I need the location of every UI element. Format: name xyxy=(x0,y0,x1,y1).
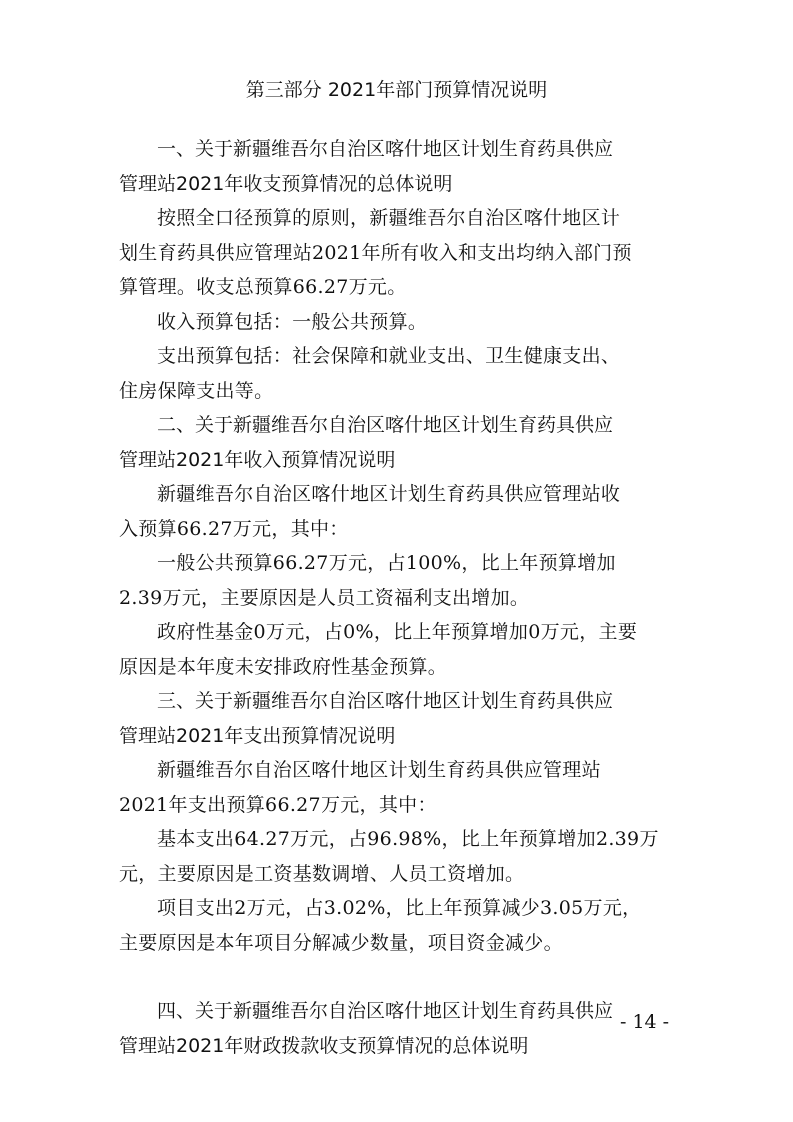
paragraph-line: 2.39万元，主要原因是人员工资福利支出增加。 xyxy=(119,586,530,609)
paragraph-line: 入预算66.27万元，其中： xyxy=(119,517,349,540)
paragraph-line: 支出预算包括：社会保障和就业支出、卫生健康支出、 xyxy=(157,345,621,367)
paragraph-line: 2021年支出预算66.27万元，其中： xyxy=(119,793,437,816)
paragraph-line: 新疆维吾尔自治区喀什地区计划生育药具供应管理站 xyxy=(157,759,601,781)
section-heading-line: 管理站2021年收支预算情况的总体说明 xyxy=(119,172,453,195)
section-3 xyxy=(119,684,675,960)
section-1 xyxy=(119,132,675,408)
section-heading-line: 四、关于新疆维吾尔自治区喀什地区计划生育药具供应 xyxy=(157,1000,614,1022)
section-spacer xyxy=(119,960,675,994)
paragraph-line: 按照全口径预算的原则，新疆维吾尔自治区喀什地区计 xyxy=(157,207,621,229)
paragraph-line: 算管理。收支总预算66.27万元。 xyxy=(119,276,407,298)
paragraph-line: 一般公共预算66.27万元，占100%，比上年预算增加 xyxy=(157,552,616,574)
section-heading-line: 管理站2021年财政拨款收支预算情况的总体说明 xyxy=(119,1034,529,1057)
paragraph-line: 政府性基金0万元，占0%，比上年预算增加0万元，主要 xyxy=(157,621,638,643)
paragraph-line: 收入预算包括：一般公共预算。 xyxy=(157,310,428,333)
section-2 xyxy=(119,408,675,684)
page-title: 第三部分 2021年部门预算情况说明 xyxy=(245,79,548,101)
section-heading-line: 管理站2021年支出预算情况说明 xyxy=(119,724,396,747)
section-heading-line: 一、关于新疆维吾尔自治区喀什地区计划生育药具供应 xyxy=(157,138,614,160)
paragraph-line: 新疆维吾尔自治区喀什地区计划生育药具供应管理站收 xyxy=(157,483,621,505)
paragraph-line: 划生育药具供应管理站2021年所有收入和支出均纳入部门预 xyxy=(119,241,632,264)
document-body xyxy=(119,132,675,1063)
section-heading-line: 二、关于新疆维吾尔自治区喀什地区计划生育药具供应 xyxy=(157,414,614,436)
paragraph-line: 元，主要原因是工资基数调增、人员工资增加。 xyxy=(119,862,525,885)
section-heading-line: 管理站2021年收入预算情况说明 xyxy=(119,448,396,471)
paragraph-line: 项目支出2万元，占3.02%，比上年预算减少3.05万元， xyxy=(157,897,642,919)
paragraph-line: 基本支出64.27万元，占96.98%，比上年预算增加2.39万 xyxy=(157,828,659,850)
paragraph-line: 住房保障支出等。 xyxy=(119,379,274,402)
paragraph-line: 原因是本年度未安排政府性基金预算。 xyxy=(119,655,448,678)
section-4 xyxy=(119,994,675,1063)
page-number: - 14 - xyxy=(620,1011,670,1033)
section-heading-line: 三、关于新疆维吾尔自治区喀什地区计划生育药具供应 xyxy=(157,690,614,712)
paragraph-line: 主要原因是本年项目分解减少数量，项目资金减少。 xyxy=(119,931,563,954)
